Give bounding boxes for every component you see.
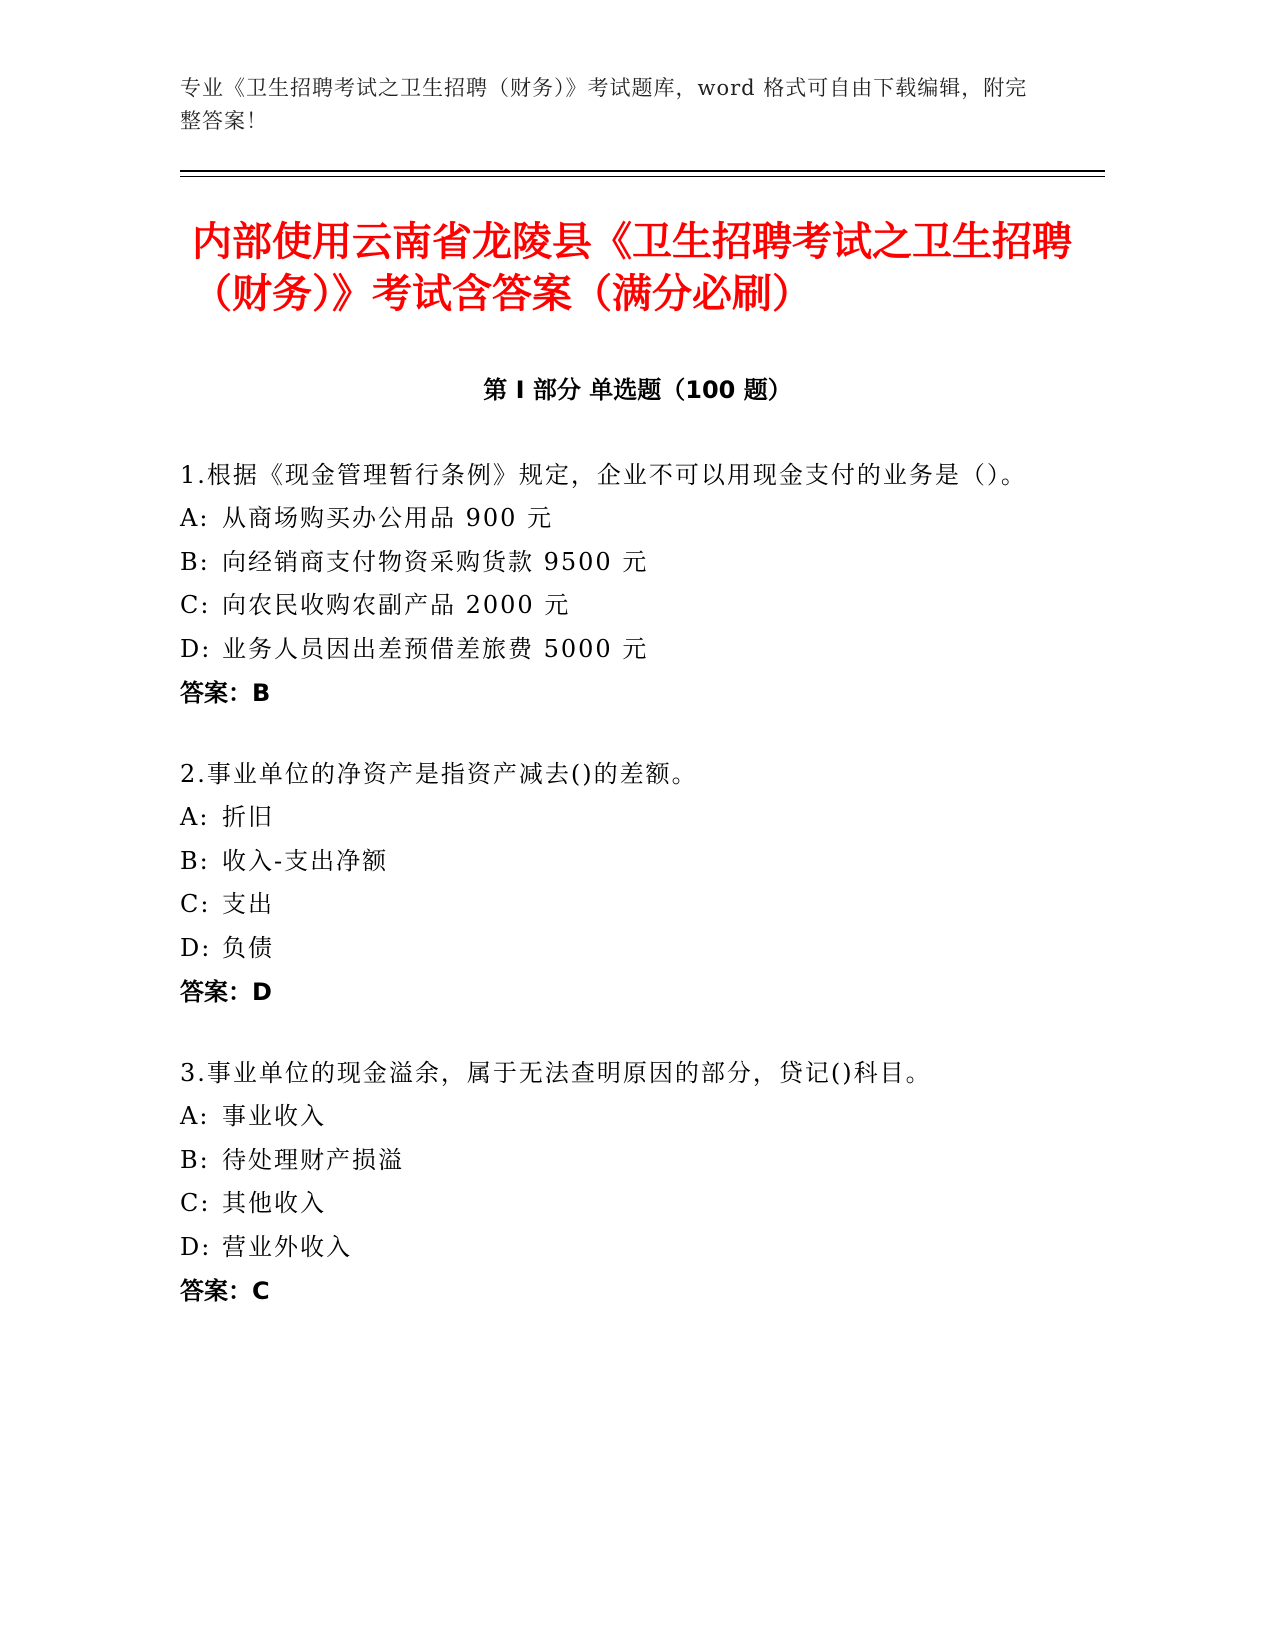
option-letter: C: <box>180 890 211 918</box>
option-c <box>180 584 1040 628</box>
option-d <box>180 927 1040 971</box>
option-text: 从商场购买办公用品 900 元 <box>222 504 554 532</box>
option-text: 营业外收入 <box>222 1232 352 1261</box>
option-b <box>180 1139 1040 1183</box>
option-letter: D: <box>180 933 212 962</box>
option-text: 事业收入 <box>222 1102 326 1130</box>
option-text: 折旧 <box>222 803 274 831</box>
question-stem: 1.根据《现金管理暂行条例》规定，企业不可以用现金支付的业务是（）。 <box>180 461 1027 489</box>
option-letter: A: <box>180 1102 210 1130</box>
answer-line: 答案：D <box>180 978 272 1006</box>
question-stem: 2.事业单位的净资产是指资产减去()的差额。 <box>180 760 698 788</box>
header-divider-thick <box>180 170 1105 172</box>
option-b <box>180 541 1040 585</box>
option-letter: B: <box>180 846 210 875</box>
option-text: 向农民收购农副产品 2000 元 <box>222 591 571 619</box>
option-letter: C: <box>180 591 211 619</box>
document-title: 内部使用云南省龙陵县《卫生招聘考试之卫生招聘（财务）》考试含答案（满分必刷） <box>192 219 1072 317</box>
option-c <box>180 1182 1040 1226</box>
header-divider-thin <box>180 176 1105 177</box>
question-stem: 3.事业单位的现金溢余，属于无法查明原因的部分，贷记()科目。 <box>180 1059 932 1087</box>
option-text: 待处理财产损溢 <box>222 1145 404 1174</box>
header-note: 专业《卫生招聘考试之卫生招聘（财务）》考试题库，word 格式可自由下载编辑，附完整答案！ <box>180 76 1028 133</box>
question-list <box>180 454 1040 1351</box>
option-text: 业务人员因出差预借差旅费 5000 元 <box>222 634 649 663</box>
section-heading: 第 I 部分 单选题（100 题） <box>483 376 792 404</box>
option-letter: B: <box>180 1145 210 1174</box>
option-text: 向经销商支付物资采购货款 9500 元 <box>222 547 649 576</box>
option-b <box>180 840 1040 884</box>
question-2 <box>180 753 1040 1014</box>
option-text: 其他收入 <box>222 1189 326 1217</box>
option-a <box>180 796 1040 840</box>
option-d <box>180 628 1040 672</box>
option-letter: A: <box>180 803 210 831</box>
option-c <box>180 883 1040 927</box>
option-letter: B: <box>180 547 210 576</box>
answer-line: 答案：C <box>180 1277 270 1305</box>
option-letter: C: <box>180 1189 211 1217</box>
option-text: 收入-支出净额 <box>222 846 389 875</box>
question-1 <box>180 454 1040 715</box>
option-text: 负债 <box>222 933 274 962</box>
question-3 <box>180 1052 1040 1313</box>
option-letter: A: <box>180 504 210 532</box>
option-text: 支出 <box>222 890 274 918</box>
option-d <box>180 1226 1040 1270</box>
option-a <box>180 1095 1040 1139</box>
option-letter: D: <box>180 1232 212 1261</box>
option-a <box>180 497 1040 541</box>
option-letter: D: <box>180 634 212 663</box>
answer-line: 答案：B <box>180 679 271 707</box>
